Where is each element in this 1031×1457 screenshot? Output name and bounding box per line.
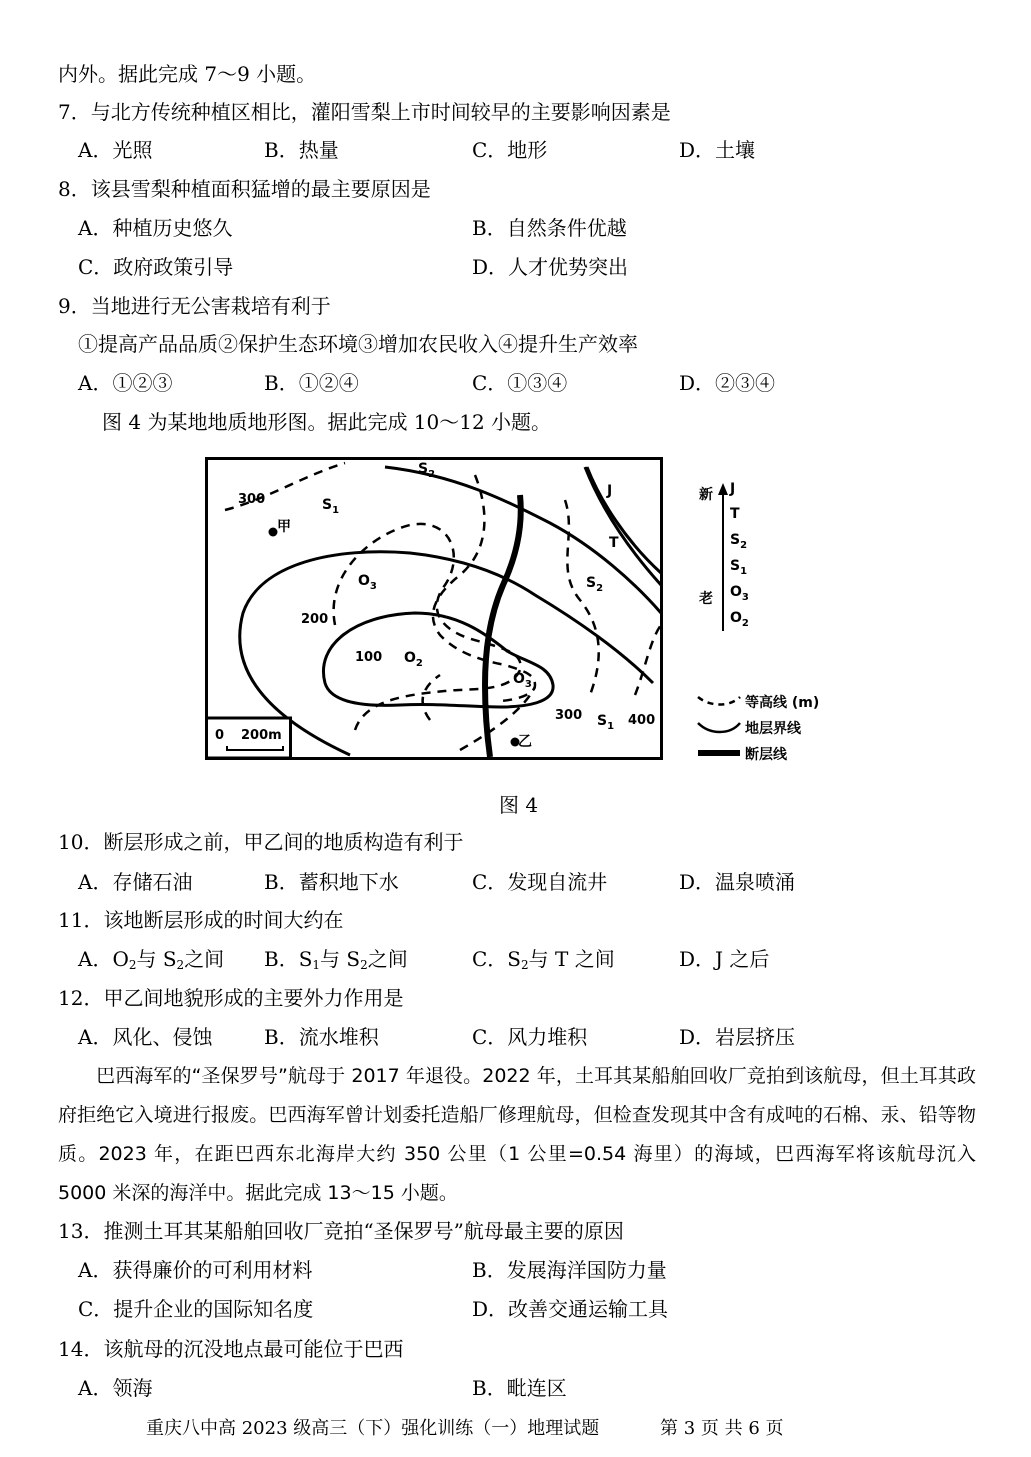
boundary-t-j	[605, 495, 661, 567]
legend-contour-label: 等高线 (m)	[745, 695, 820, 711]
age-new-label: 新	[699, 487, 713, 503]
q7-option-b: B．热量	[264, 138, 339, 162]
q7-option-c: C．地形	[472, 138, 548, 162]
q12-option-a: A．风化、侵蚀	[78, 1025, 213, 1049]
label-point-yi: 乙	[518, 734, 532, 750]
q14-option-b: B．毗连区	[472, 1376, 567, 1400]
q13-option-a: A．获得廉价的可利用材料	[78, 1258, 313, 1282]
q8-option-a: A．种植历史悠久	[78, 216, 233, 240]
label-point-jia: 甲	[277, 519, 291, 535]
q8-option-c: C．政府政策引导	[78, 255, 234, 279]
q11-stem: 11．该地断层形成的时间大约在	[58, 908, 344, 932]
footer-page-number: 第 3 页 共 6 页	[660, 1418, 784, 1439]
scale-zero: 0	[215, 728, 225, 743]
q12-option-d: D．岩层挤压	[679, 1025, 796, 1049]
column-item-t: T	[730, 506, 740, 522]
label-o3-right: $O_3$	[513, 671, 532, 690]
column-item-s2: $S_2$	[730, 532, 748, 551]
figure-intro: 图 4 为某地地质地形图。据此完成 10～12 小题。	[102, 410, 552, 434]
figure-caption: 图 4	[499, 793, 539, 817]
strata-column	[729, 481, 749, 629]
q12-stem: 12．甲乙间地貌形成的主要外力作用是	[58, 986, 404, 1010]
label-contour-400: 400	[628, 713, 656, 728]
q10-stem: 10．断层形成之前，甲乙间的地质构造有利于	[58, 830, 464, 854]
q10-option-d: D．温泉喷涌	[679, 870, 796, 894]
q14-option-a: A．领海	[78, 1376, 153, 1400]
column-item-s1: $S_1$	[730, 558, 748, 577]
contour-100	[423, 675, 440, 720]
q9-option-b: B．①②④	[264, 371, 359, 395]
age-old-label: 老	[699, 591, 713, 607]
q8-option-b: B．自然条件优越	[472, 216, 627, 240]
label-contour-200: 200	[301, 612, 329, 627]
label-contour-300-left: 300	[238, 492, 266, 507]
label-s2-right: $S_2$	[586, 575, 604, 594]
q7-option-a: A．光照	[78, 138, 153, 162]
strata-boundaries	[240, 467, 661, 755]
q10-option-a: A．存储石油	[78, 870, 193, 894]
legend-contour-symbol	[698, 697, 740, 705]
q8-stem: 8．该县雪梨种植面积猛增的最主要原因是	[58, 177, 431, 201]
q12-option-c: C．风力堆积	[472, 1025, 588, 1049]
label-s1-top: $S_1$	[322, 497, 340, 516]
q9-statements: ①提高产品品质②保护生态环境③增加农民收入④提升生产效率	[78, 332, 638, 356]
label-contour-300-bottom: 300	[555, 708, 583, 723]
label-j: J	[607, 483, 613, 499]
q10-option-b: B．蓄积地下水	[264, 870, 399, 894]
label-o2: $O_2$	[404, 650, 423, 669]
q7-option-d: D．土壤	[679, 138, 756, 162]
intro-tail: 内外。据此完成 7～9 小题。	[58, 62, 317, 86]
q11-option-b: B．$S_1$与 $S_2$之间	[264, 947, 408, 972]
label-s2-top: $S_2$	[418, 461, 436, 480]
column-item-j: J	[730, 481, 736, 497]
label-contour-100: 100	[355, 650, 383, 665]
contour-right	[565, 500, 599, 695]
label-s1-bottom: $S_1$	[597, 713, 615, 732]
passage-aircraft-carrier: 巴西海军的“圣保罗号”航母于 2017 年退役。2022 年，土耳其某船舶回收厂竞拍到该航母，但土耳其政府拒绝它入境进行报废。巴西海军曾计划委托造船厂修理航母，但检查发现其中含有成吨的石棉、汞、铅等物质。2023 年，在距巴西东北海岸大约 350 公里（1 公里=0.54 海里）的海域，巴西海军将该航母沉入 5000 米深的海洋中。据此完成 13～15 小题。	[58, 1065, 976, 1204]
q12-option-b: B．流水堆积	[264, 1025, 379, 1049]
q13-stem: 13．推测土耳其某船舶回收厂竞拍“圣保罗号”航母最主要的原因	[58, 1219, 624, 1243]
q9-option-a: A．①②③	[78, 371, 173, 395]
footer-exam-title: 重庆八中高 2023 级高三（下）强化训练（一）地理试题	[146, 1418, 600, 1439]
column-item-o2: $O_2$	[730, 610, 749, 629]
q11-option-a: A．$O_2$与 $S_2$之间	[78, 947, 225, 972]
q14-stem: 14．该航母的沉没地点最可能位于巴西	[58, 1337, 404, 1361]
fault-line	[485, 495, 521, 757]
q10-option-c: C．发现自流井	[472, 870, 608, 894]
legend-fault-label: 断层线	[745, 747, 787, 763]
legend-boundary-label: 地层界线	[745, 721, 801, 737]
q7-stem: 7．与北方传统种植区相比，灌阳雪梨上市时间较早的主要影响因素是	[58, 100, 671, 124]
scale-distance: 200m	[241, 728, 282, 743]
q9-option-c: C．①③④	[472, 371, 568, 395]
q13-option-c: C．提升企业的国际知名度	[78, 1297, 314, 1321]
contour-400	[635, 625, 661, 695]
boundary-t-j-line	[590, 475, 661, 575]
q9-option-d: D．②③④	[679, 371, 776, 395]
boundary-s1-s2	[385, 467, 661, 613]
legend-boundary-symbol	[698, 723, 740, 732]
geologic-map	[205, 455, 845, 765]
q13-option-d: D．改善交通运输工具	[472, 1297, 669, 1321]
contour-lines	[225, 463, 661, 750]
q13-option-b: B．发展海洋国防力量	[472, 1258, 667, 1282]
column-item-o3: $O_3$	[730, 584, 749, 603]
q11-option-d: D．J 之后	[679, 947, 770, 971]
q8-option-d: D．人才优势突出	[472, 255, 629, 279]
label-t: T	[609, 535, 619, 551]
age-arrow-head	[718, 483, 728, 495]
q11-option-c: C．$S_2$与 T 之间	[472, 947, 615, 972]
q9-stem: 9．当地进行无公害栽培有利于	[58, 294, 331, 318]
right-strata-lines	[587, 467, 661, 573]
label-o3-left: $O_3$	[358, 573, 377, 592]
